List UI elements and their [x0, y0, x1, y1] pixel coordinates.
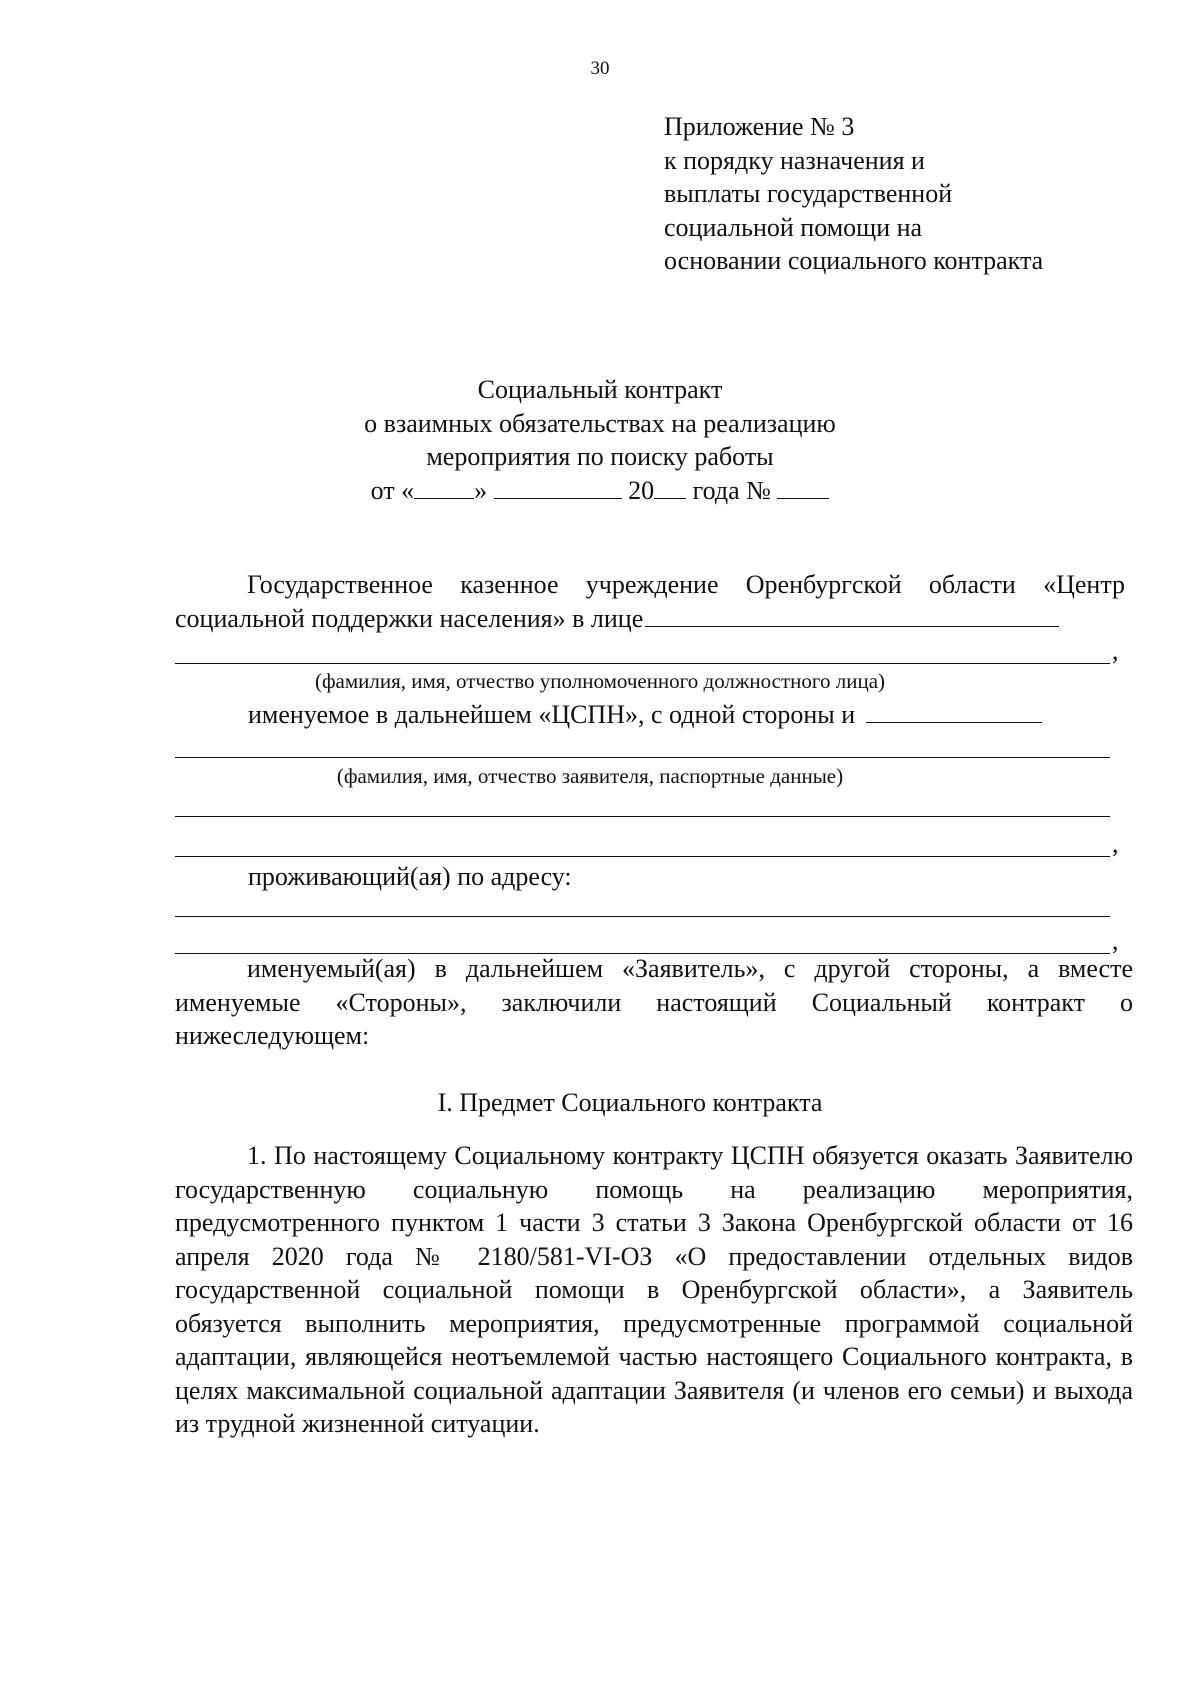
year-prefix: 20	[628, 475, 655, 505]
named-cspn-label: именуемое в дальнейшем «ЦСПН», с одной стороны и	[248, 700, 856, 729]
appendix-line: Приложение № 3	[664, 112, 855, 141]
comma: ,	[1112, 926, 1119, 955]
year-blank[interactable]	[654, 476, 686, 499]
comma: ,	[1112, 636, 1119, 665]
section-heading: I. Предмет Социального контракта	[437, 1088, 823, 1117]
cspn-text: Государственное казенное учреждение Оренбургской области «Центр социальной поддержки населения» в лице	[175, 570, 1125, 633]
date-close: »	[474, 475, 488, 505]
named-cspn-text	[248, 698, 1042, 732]
date-prefix: от «	[370, 475, 415, 505]
appendix-line: выплаты государственной	[664, 179, 953, 208]
month-blank[interactable]	[494, 476, 622, 499]
caption-applicant: (фамилия, имя, отчество заявителя, паспортные данные)	[336, 764, 844, 788]
number-label: года №	[692, 475, 771, 505]
title-line: мероприятия по поиску работы	[426, 442, 774, 471]
official-name-blank[interactable]	[645, 604, 1059, 627]
title-line: о взаимных обязательствах на реализацию	[364, 408, 836, 438]
appendix-line: основании социального контракта	[664, 246, 1044, 275]
appendix-header	[664, 110, 1043, 278]
applicant-paragraph: именуемый(ая) в дальнейшем «Заявитель», с другой стороны, а вместе именуемые «Стороны», заключили настоящий Социальный контракт о нижеследующем:	[175, 954, 1133, 1050]
day-blank[interactable]	[414, 476, 474, 499]
comma: ,	[1112, 829, 1119, 858]
title-line: Социальный контракт	[477, 375, 723, 404]
address-blank-line[interactable]	[175, 916, 1110, 917]
address-label: проживающий(ая) по адресу:	[248, 862, 572, 891]
applicant-name-blank-line[interactable]	[175, 757, 1110, 758]
applicant-name-blank[interactable]	[866, 700, 1042, 723]
appendix-line: социальной помощи на	[664, 212, 923, 242]
applicant-data-blank-line[interactable]	[175, 816, 1110, 817]
caption-official: (фамилия, имя, отчество уполномоченного должностного лица)	[314, 669, 886, 693]
page-number: 30	[590, 58, 610, 79]
contract-title	[0, 373, 1200, 507]
appendix-line: к порядку назначения и	[664, 145, 925, 175]
parties-paragraph	[175, 568, 1125, 635]
number-blank[interactable]	[777, 476, 829, 499]
applicant-data-blank-line[interactable]	[175, 856, 1110, 857]
official-name-blank-line[interactable]	[175, 663, 1110, 664]
clause-1: 1. По настоящему Социальному контракту ЦСПН обязуется оказать Заявителю государственную социальную помощь на реализацию мероприятия, предусмотренного пунктом 1 части 3 статьи 3 Закона Оренбургской области от 16 апреля 2020 года № 2180/581-VI-ОЗ «О предоставлении отдельных видов государственной социальной помощи в Оренбургской области», а Заявитель обязуется выполнить мероприятия, предусмотренные программой социальной адаптации, являющейся неотъемлемой частью настоящего Социального контракта, в целях максимальной социальной адаптации Заявителя (и членов его семьи) и выхода из трудной жизненной ситуации.	[175, 1141, 1133, 1438]
title-date-line	[0, 474, 1200, 508]
